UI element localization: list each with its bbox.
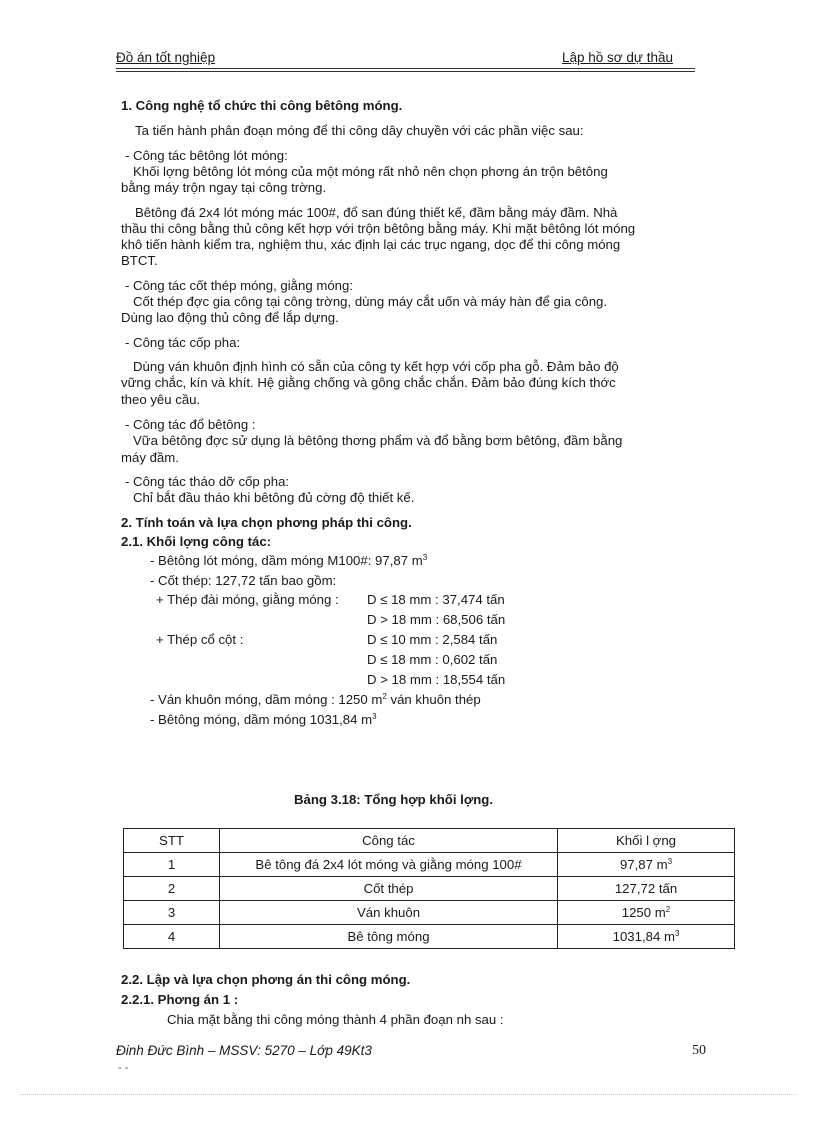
- thaodo-title: - Công tác tháo dỡ cốp pha:: [125, 474, 290, 489]
- dobetong-title: - Công tác đổ bêtông :: [125, 417, 256, 432]
- section1-heading: 1. Công nghệ tổ chức thi công bêtông móng.: [121, 98, 403, 113]
- cell-khoi-luong: 1031,84 $m^3$: [558, 925, 735, 949]
- cell-stt: 3: [124, 901, 220, 925]
- cotthep-line-2: Dùng lao động thủ công để lắp dựng.: [121, 310, 339, 325]
- table-row: [124, 877, 735, 901]
- section221-heading: 2.2.1. Phơng án 1 :: [121, 992, 239, 1007]
- thep-dai-mong-value-1: D ≤ 18 mm : 37,474 tấn: [367, 592, 505, 607]
- table-row: [124, 853, 735, 877]
- footer-marks: - -: [118, 1062, 129, 1074]
- betong-line-3: khô tiến hành kiểm tra, nghiệm thu, xác định lại các trục ngang, dọc để thi công móng: [121, 237, 621, 252]
- cell-cong-tac: Cốt thép: [220, 877, 558, 901]
- thep-co-cot-value-3: D > 18 mm : 18,554 tấn: [367, 672, 506, 687]
- cell-stt: 1: [124, 853, 220, 877]
- header-khoi-luong: Khối l ợng: [558, 829, 735, 853]
- thep-co-cot-value-1: D ≤ 10 mm : 2,584 tấn: [367, 632, 498, 647]
- table-caption: Bảng 3.18: Tổng hợp khối lợng.: [294, 792, 493, 807]
- cell-khoi-luong: 97,87 $m^3$: [558, 853, 735, 877]
- qty-item-van-khuon: - Ván khuôn móng, dầm móng : 1250 $m^2$ ván khuôn thép: [150, 692, 481, 707]
- betong-line-1: Bêtông đá 2x4 lót móng mác 100#, đổ san đúng thiết kế, đầm bằng máy đầm. Nhà: [135, 205, 618, 220]
- thaodo-line-1: Chỉ bắt đầu tháo khi bêtông đủ cờng độ thiết kế.: [133, 490, 415, 505]
- dobetong-line-2: máy đầm.: [121, 450, 179, 465]
- cotthep-title: - Công tác cốt thép móng, giằng móng:: [125, 278, 353, 293]
- cell-khoi-luong: 1250 $m^2$: [558, 901, 735, 925]
- header-rule-2: [116, 71, 695, 72]
- table-row: [124, 901, 735, 925]
- cell-khoi-luong: 127,72 tấn: [558, 877, 735, 901]
- cotthep-line-1: Cốt thép đợc gia công tại công trờng, dùng máy cắt uốn và máy hàn để gia công.: [133, 294, 608, 309]
- header-rule: [116, 68, 695, 69]
- coppha-line-3: theo yêu cầu.: [121, 392, 201, 407]
- coppha-line-2: vững chắc, kín và khít. Hệ giằng chống và gông chắc chắn. Đảm bảo đúng kích thớc: [121, 375, 616, 390]
- qty-item-cotthep: - Cốt thép: 127,72 tấn bao gồm:: [150, 573, 337, 588]
- qty-item-betong-lot: - Bêtông lót móng, dầm móng M100#: 97,87 $m^3$: [150, 553, 428, 568]
- lot-title: - Công tác bêtông lót móng:: [125, 148, 288, 163]
- betong-line-4: BTCT.: [121, 253, 158, 268]
- table-header-row: [124, 829, 735, 853]
- summary-table: [123, 828, 735, 949]
- header-right: Lập hồ sơ dự thầu: [562, 50, 673, 65]
- thep-co-cot-label: + Thép cổ cột :: [156, 632, 244, 647]
- header-cong-tac: Công tác: [220, 829, 558, 853]
- section21-heading: 2.1. Khối lợng công tác:: [121, 534, 272, 549]
- page-edge-dotted-line: [20, 1094, 796, 1095]
- coppha-title: - Công tác cốp pha:: [125, 335, 241, 350]
- cell-cong-tac: Bê tông móng: [220, 925, 558, 949]
- header-left: Đồ án tốt nghiệp: [116, 50, 216, 65]
- cell-stt: 4: [124, 925, 220, 949]
- cell-cong-tac: Ván khuôn: [220, 901, 558, 925]
- cell-cong-tac: Bê tông đá 2x4 lót móng và giằng móng 100#: [220, 853, 558, 877]
- betong-line-2: thầu thi công bằng thủ công kết hợp với trộn bêtông bằng máy. Khi mặt bêtông lót móng: [121, 221, 636, 236]
- coppha-line-1: Dùng ván khuôn định hình có sẵn của công ty kết hợp với cốp pha gỗ. Đảm bảo độ: [133, 359, 619, 374]
- lot-line-2: bằng máy trộn ngay tại công trờng.: [121, 180, 327, 195]
- section1-intro: Ta tiến hành phân đoạn móng để thi công dây chuyền với các phần việc sau:: [135, 123, 584, 138]
- thep-dai-mong-label: + Thép đài móng, giằng móng :: [156, 592, 339, 607]
- unit-superscript: 3: [372, 712, 377, 721]
- section2-heading: 2. Tính toán và lựa chọn phơng pháp thi công.: [121, 515, 412, 530]
- section22-heading: 2.2. Lập và lựa chọn phơng án thi công móng.: [121, 972, 411, 987]
- thep-co-cot-value-2: D ≤ 18 mm : 0,602 tấn: [367, 652, 498, 667]
- page-number: 50: [692, 1043, 706, 1058]
- qty-item-betong-mong: - Bêtông móng, dầm móng 1031,84 $m^3$: [150, 712, 377, 727]
- unit-superscript: 3: [422, 553, 428, 562]
- table-row: [124, 925, 735, 949]
- thep-dai-mong-value-2: D > 18 mm : 68,506 tấn: [367, 612, 506, 627]
- section221-text: Chia mặt bằng thi công móng thành 4 phần đoạn nh sau :: [167, 1012, 504, 1027]
- cell-stt: 2: [124, 877, 220, 901]
- header-stt: STT: [124, 829, 220, 853]
- dobetong-line-1: Vữa bêtông đợc sử dụng là bêtông thơng phẩm và đổ bằng bơm bêtông, đầm bằng: [133, 433, 623, 448]
- unit-superscript: 2: [382, 692, 387, 701]
- footer-author: Đinh Đức Bình – MSSV: 5270 – Lớp 49Kt3: [116, 1043, 372, 1058]
- lot-line-1: Khối lợng bêtông lót móng của một móng rất nhỏ nên chọn phơng án trộn bêtông: [133, 164, 608, 179]
